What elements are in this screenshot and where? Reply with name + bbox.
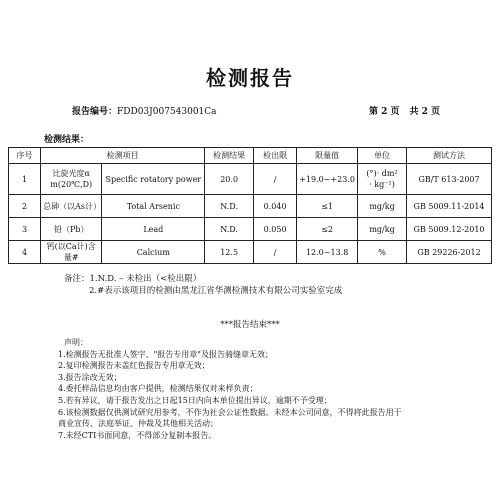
report-title: 检测报告: [206, 66, 294, 90]
row-method: GB 5009.11-2014: [407, 195, 492, 218]
row-result: N.D.: [205, 195, 254, 218]
row-name-cn: 总砷（以As计）: [41, 195, 102, 218]
table-row: [9, 164, 492, 195]
table-row: [9, 218, 492, 241]
table-row: [9, 241, 492, 264]
report-number-label: 报告编号：: [72, 107, 118, 117]
report-number-value: FDD03J007543001Ca: [117, 107, 217, 117]
report-end: ***报告结束***: [220, 320, 280, 330]
notes-line-1: [64, 273, 342, 285]
notes-label: 备注：: [64, 274, 90, 284]
row-lod: /: [254, 241, 297, 264]
row-unit: mg/kg: [357, 195, 406, 218]
page-number: 第 2 页: [368, 107, 400, 117]
row-unit-b: · dm²: [376, 169, 398, 178]
declaration-head: 声明：: [64, 338, 88, 347]
row-name-cn-line2: m(20℃,D): [50, 180, 93, 189]
header-lod: 检出限: [254, 148, 297, 164]
row-no: 3: [9, 218, 41, 241]
row-name-en: Calcium: [102, 241, 205, 264]
row-unit-a: (°): [366, 169, 377, 178]
header-result: 检测结果: [205, 148, 254, 164]
declaration-line: 5.若有异议，请于报告发出之日起15日内向本单位提出异议，逾期不予受理；: [58, 395, 332, 405]
header-method: 测试方法: [407, 148, 492, 164]
row-lod: 0.040: [254, 195, 297, 218]
row-limit: ≤2: [297, 218, 358, 241]
declaration-line: 商业宣传、法庭举证、仲裁及其他相关活动；: [58, 419, 218, 429]
row-result: N.D.: [205, 218, 254, 241]
header-limit: 限量值: [297, 148, 358, 164]
row-unit: [357, 164, 406, 195]
declaration-line: 2.复印检测报告未盖红色报告专用章无效；: [58, 361, 210, 371]
row-limit: +19.0~+23.0: [297, 164, 358, 195]
row-name-cn: [41, 164, 102, 195]
declaration-line: 6.该检测数据仅供测试研究用参考，不作为社会公证性数据。未经本公司同意，不得将此报告用于: [58, 407, 402, 417]
header-unit: 单位: [357, 148, 406, 164]
row-method: GB/T 613-2007: [407, 164, 492, 195]
row-method: GB 29226-2012: [407, 241, 492, 264]
declaration-line: 7.未经CTI书面同意，不得部分复制本报告。: [58, 430, 217, 440]
notes: [64, 273, 342, 297]
notes-line-2: 2.#表示该项目的检测由黑龙江省华测检测技术有限公司实验室完成: [89, 286, 343, 296]
page-indicator: [369, 104, 440, 117]
header-item: 检测项目: [41, 148, 205, 164]
row-limit: 12.0~13.8: [297, 241, 358, 264]
row-unit-c: · kg⁻¹): [369, 180, 395, 189]
table-row: [9, 195, 492, 218]
row-lod: /: [254, 164, 297, 195]
row-name-cn-line1: 比旋光度α: [52, 169, 90, 178]
row-name-en: Lead: [102, 218, 205, 241]
row-result: 12.5: [205, 241, 254, 264]
row-name-en: Specific rotatory power: [102, 164, 205, 195]
row-unit: mg/kg: [357, 218, 406, 241]
table-header-row: [9, 148, 492, 164]
declaration: [58, 337, 402, 441]
notes-text-1: 1.N.D. – 未检出（<检出限）: [89, 274, 202, 284]
row-limit: ≤1: [297, 195, 358, 218]
row-lod: 0.050: [254, 218, 297, 241]
declaration-line: 4.委托样品信息均由客户提供，检测结果仅对来样负责；: [58, 384, 258, 394]
row-method: GB 5009.12-2010: [407, 218, 492, 241]
row-name-cn: 铅（Pb）: [41, 218, 102, 241]
declaration-line: 1.检测报告无批准人签字、"报告专用章"及报告骑缝章无效；: [58, 349, 273, 359]
row-result: 20.0: [205, 164, 254, 195]
row-no: 2: [9, 195, 41, 218]
row-no: 4: [9, 241, 41, 264]
page-total: 共 2 页: [409, 107, 440, 117]
row-name-cn: 钙(以Ca计)含量#: [41, 241, 102, 264]
row-no: 1: [9, 164, 41, 195]
results-label: 检测结果：: [44, 135, 90, 145]
results-table: [8, 147, 492, 264]
row-name-en: Total Arsenic: [102, 195, 205, 218]
row-unit: %: [357, 241, 406, 264]
declaration-line: 3.报告涂改无效；: [58, 372, 122, 382]
header-no: 序号: [9, 148, 41, 164]
report-number: [72, 104, 217, 117]
